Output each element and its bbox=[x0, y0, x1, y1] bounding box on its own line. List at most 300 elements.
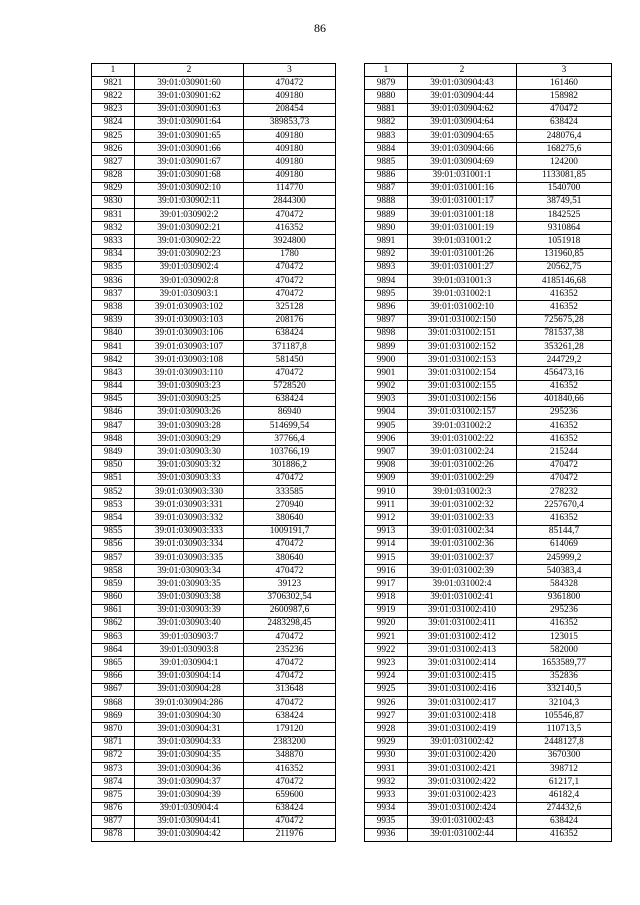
table-row bbox=[365, 499, 612, 512]
value-cell: 2600987,6 bbox=[244, 604, 336, 617]
row-number-cell: 9886 bbox=[365, 169, 408, 182]
table-row bbox=[365, 129, 612, 142]
table-row bbox=[365, 578, 612, 591]
cadastral-number-cell: 39:01:030903:103 bbox=[135, 314, 244, 327]
value-cell: 416352 bbox=[244, 762, 336, 775]
value-cell: 470472 bbox=[244, 697, 336, 710]
value-cell: 353261,28 bbox=[517, 340, 612, 353]
cadastral-number-cell: 39:01:030902:11 bbox=[135, 195, 244, 208]
row-number-cell: 9910 bbox=[365, 486, 408, 499]
cadastral-number-cell: 39:01:031002:418 bbox=[408, 710, 517, 723]
row-number-cell: 9836 bbox=[92, 275, 135, 288]
value-cell: 470472 bbox=[244, 275, 336, 288]
row-number-cell: 9894 bbox=[365, 275, 408, 288]
table-row bbox=[365, 103, 612, 116]
table-row bbox=[92, 499, 336, 512]
cadastral-number-cell: 39:01:030903:335 bbox=[135, 551, 244, 564]
table-row bbox=[92, 340, 336, 353]
row-number-cell: 9829 bbox=[92, 182, 135, 195]
row-number-cell: 9850 bbox=[92, 459, 135, 472]
table-row bbox=[365, 828, 612, 841]
value-cell: 470472 bbox=[244, 657, 336, 670]
value-cell: 470472 bbox=[244, 209, 336, 222]
value-cell: 389853,73 bbox=[244, 116, 336, 129]
value-cell: 37766,4 bbox=[244, 433, 336, 446]
table-row bbox=[365, 657, 612, 670]
table-row bbox=[365, 538, 612, 551]
row-number-cell: 9888 bbox=[365, 195, 408, 208]
cadastral-number-cell: 39:01:030903:334 bbox=[135, 538, 244, 551]
cadastral-number-cell: 39:01:031002:151 bbox=[408, 327, 517, 340]
value-cell: 123015 bbox=[517, 631, 612, 644]
row-number-cell: 9883 bbox=[365, 129, 408, 142]
value-cell: 470472 bbox=[244, 565, 336, 578]
table-row bbox=[92, 789, 336, 802]
row-number-cell: 9869 bbox=[92, 710, 135, 723]
column-header: 2 bbox=[408, 64, 517, 77]
row-number-cell: 9859 bbox=[92, 578, 135, 591]
row-number-cell: 9895 bbox=[365, 288, 408, 301]
cadastral-number-cell: 39:01:030903:28 bbox=[135, 420, 244, 433]
row-number-cell: 9879 bbox=[365, 77, 408, 90]
table-row bbox=[92, 815, 336, 828]
value-cell: 470472 bbox=[244, 367, 336, 380]
value-cell: 380640 bbox=[244, 512, 336, 525]
table-row bbox=[92, 538, 336, 551]
cadastral-number-cell: 39:01:030902:8 bbox=[135, 275, 244, 288]
value-cell: 248076,4 bbox=[517, 129, 612, 142]
cadastral-number-cell: 39:01:031002:26 bbox=[408, 459, 517, 472]
table-row bbox=[92, 565, 336, 578]
value-cell: 638424 bbox=[244, 802, 336, 815]
cadastral-number-cell: 39:01:030904:69 bbox=[408, 156, 517, 169]
table-row bbox=[365, 182, 612, 195]
table-row bbox=[365, 670, 612, 683]
row-number-cell: 9874 bbox=[92, 776, 135, 789]
cadastral-number-cell: 39:01:030903:108 bbox=[135, 354, 244, 367]
value-cell: 61217,1 bbox=[517, 776, 612, 789]
table-row bbox=[92, 235, 336, 248]
table-row bbox=[92, 116, 336, 129]
cadastral-number-cell: 39:01:030904:44 bbox=[408, 90, 517, 103]
value-cell: 409180 bbox=[244, 90, 336, 103]
row-number-cell: 9855 bbox=[92, 525, 135, 538]
table-row bbox=[92, 472, 336, 485]
cadastral-number-cell: 39:01:030904:14 bbox=[135, 670, 244, 683]
value-cell: 295236 bbox=[517, 406, 612, 419]
value-cell: 584328 bbox=[517, 578, 612, 591]
table-row bbox=[92, 710, 336, 723]
value-cell: 313648 bbox=[244, 683, 336, 696]
row-number-cell: 9871 bbox=[92, 736, 135, 749]
value-cell: 582000 bbox=[517, 644, 612, 657]
cadastral-number-cell: 39:01:031001:26 bbox=[408, 248, 517, 261]
row-number-cell: 9920 bbox=[365, 617, 408, 630]
value-cell: 9310864 bbox=[517, 222, 612, 235]
cadastral-number-cell: 39:01:030903:102 bbox=[135, 301, 244, 314]
row-number-cell: 9843 bbox=[92, 367, 135, 380]
table-row bbox=[92, 591, 336, 604]
table-row bbox=[365, 288, 612, 301]
cadastral-number-cell: 39:01:031002:411 bbox=[408, 617, 517, 630]
cadastral-number-cell: 39:01:030904:33 bbox=[135, 736, 244, 749]
table-row bbox=[92, 248, 336, 261]
value-cell: 409180 bbox=[244, 143, 336, 156]
cadastral-number-cell: 39:01:031002:37 bbox=[408, 551, 517, 564]
table-row bbox=[365, 116, 612, 129]
cadastral-number-cell: 39:01:031002:4 bbox=[408, 578, 517, 591]
table-row bbox=[92, 420, 336, 433]
cadastral-number-cell: 39:01:030903:39 bbox=[135, 604, 244, 617]
row-number-cell: 9901 bbox=[365, 367, 408, 380]
row-number-cell: 9863 bbox=[92, 631, 135, 644]
cadastral-number-cell: 39:01:030903:30 bbox=[135, 446, 244, 459]
cadastral-number-cell: 39:01:031001:27 bbox=[408, 261, 517, 274]
table-row bbox=[92, 657, 336, 670]
cadastral-number-cell: 39:01:030901:66 bbox=[135, 143, 244, 156]
cadastral-number-cell: 39:01:030903:333 bbox=[135, 525, 244, 538]
cadastral-number-cell: 39:01:030903:330 bbox=[135, 486, 244, 499]
table-row bbox=[365, 644, 612, 657]
cadastral-number-cell: 39:01:030903:8 bbox=[135, 644, 244, 657]
value-cell: 409180 bbox=[244, 156, 336, 169]
row-number-cell: 9897 bbox=[365, 314, 408, 327]
row-number-cell: 9929 bbox=[365, 736, 408, 749]
cadastral-number-cell: 39:01:031002:34 bbox=[408, 525, 517, 538]
value-cell: 470472 bbox=[244, 815, 336, 828]
table-row bbox=[92, 90, 336, 103]
table-row bbox=[92, 393, 336, 406]
cadastral-number-cell: 39:01:030903:34 bbox=[135, 565, 244, 578]
table-row bbox=[365, 762, 612, 775]
table-row bbox=[365, 617, 612, 630]
cadastral-number-cell: 39:01:030904:28 bbox=[135, 683, 244, 696]
row-number-cell: 9896 bbox=[365, 301, 408, 314]
cadastral-number-cell: 39:01:030901:68 bbox=[135, 169, 244, 182]
cadastral-number-cell: 39:01:031001:16 bbox=[408, 182, 517, 195]
cadastral-number-cell: 39:01:030901:62 bbox=[135, 90, 244, 103]
row-number-cell: 9867 bbox=[92, 683, 135, 696]
value-cell: 114770 bbox=[244, 182, 336, 195]
value-cell: 514699,54 bbox=[244, 420, 336, 433]
value-cell: 244729,2 bbox=[517, 354, 612, 367]
cadastral-number-cell: 39:01:030903:26 bbox=[135, 406, 244, 419]
data-table-right bbox=[364, 63, 612, 842]
table-row bbox=[365, 512, 612, 525]
table-row bbox=[365, 248, 612, 261]
table-row bbox=[92, 486, 336, 499]
value-cell: 32104,3 bbox=[517, 697, 612, 710]
row-number-cell: 9827 bbox=[92, 156, 135, 169]
cadastral-number-cell: 39:01:030904:43 bbox=[408, 77, 517, 90]
table-row bbox=[92, 169, 336, 182]
cadastral-number-cell: 39:01:030903:38 bbox=[135, 591, 244, 604]
cadastral-number-cell: 39:01:031002:421 bbox=[408, 762, 517, 775]
row-number-cell: 9825 bbox=[92, 129, 135, 142]
row-number-cell: 9872 bbox=[92, 749, 135, 762]
cadastral-number-cell: 39:01:031002:22 bbox=[408, 433, 517, 446]
row-number-cell: 9838 bbox=[92, 301, 135, 314]
cadastral-number-cell: 39:01:031002:155 bbox=[408, 380, 517, 393]
value-cell: 1842525 bbox=[517, 209, 612, 222]
table-row bbox=[365, 710, 612, 723]
cadastral-number-cell: 39:01:031002:42 bbox=[408, 736, 517, 749]
value-cell: 470472 bbox=[244, 472, 336, 485]
row-number-cell: 9864 bbox=[92, 644, 135, 657]
value-cell: 659600 bbox=[244, 789, 336, 802]
value-cell: 614069 bbox=[517, 538, 612, 551]
cadastral-number-cell: 39:01:031002:1 bbox=[408, 288, 517, 301]
value-cell: 5728520 bbox=[244, 380, 336, 393]
row-number-cell: 9841 bbox=[92, 340, 135, 353]
table-row bbox=[365, 209, 612, 222]
data-table-left bbox=[91, 63, 336, 842]
row-number-cell: 9828 bbox=[92, 169, 135, 182]
value-cell: 456473,16 bbox=[517, 367, 612, 380]
value-cell: 470472 bbox=[244, 670, 336, 683]
row-number-cell: 9848 bbox=[92, 433, 135, 446]
table-row bbox=[365, 143, 612, 156]
table-row bbox=[92, 301, 336, 314]
value-cell: 416352 bbox=[517, 512, 612, 525]
table-row bbox=[92, 77, 336, 90]
table-row bbox=[92, 129, 336, 142]
row-number-cell: 9846 bbox=[92, 406, 135, 419]
cadastral-number-cell: 39:01:030901:65 bbox=[135, 129, 244, 142]
row-number-cell: 9858 bbox=[92, 565, 135, 578]
cadastral-number-cell: 39:01:030903:32 bbox=[135, 459, 244, 472]
table-row bbox=[92, 828, 336, 841]
value-cell: 211976 bbox=[244, 828, 336, 841]
cadastral-number-cell: 39:01:030904:66 bbox=[408, 143, 517, 156]
row-number-cell: 9911 bbox=[365, 499, 408, 512]
value-cell: 1780 bbox=[244, 248, 336, 261]
cadastral-number-cell: 39:01:030904:36 bbox=[135, 762, 244, 775]
row-number-cell: 9822 bbox=[92, 90, 135, 103]
value-cell: 110713,5 bbox=[517, 723, 612, 736]
row-number-cell: 9931 bbox=[365, 762, 408, 775]
row-number-cell: 9866 bbox=[92, 670, 135, 683]
row-number-cell: 9824 bbox=[92, 116, 135, 129]
row-number-cell: 9882 bbox=[365, 116, 408, 129]
row-number-cell: 9823 bbox=[92, 103, 135, 116]
table-row bbox=[365, 789, 612, 802]
cadastral-number-cell: 39:01:030903:331 bbox=[135, 499, 244, 512]
row-number-cell: 9916 bbox=[365, 565, 408, 578]
cadastral-number-cell: 39:01:031001:3 bbox=[408, 275, 517, 288]
value-cell: 540383,4 bbox=[517, 565, 612, 578]
value-cell: 416352 bbox=[517, 433, 612, 446]
cadastral-number-cell: 39:01:031002:157 bbox=[408, 406, 517, 419]
value-cell: 638424 bbox=[244, 710, 336, 723]
value-cell: 416352 bbox=[517, 420, 612, 433]
row-number-cell: 9922 bbox=[365, 644, 408, 657]
cadastral-number-cell: 39:01:031002:152 bbox=[408, 340, 517, 353]
value-cell: 270940 bbox=[244, 499, 336, 512]
table-row bbox=[92, 275, 336, 288]
cadastral-number-cell: 39:01:030904:65 bbox=[408, 129, 517, 142]
row-number-cell: 9885 bbox=[365, 156, 408, 169]
cadastral-number-cell: 39:01:031002:3 bbox=[408, 486, 517, 499]
value-cell: 161460 bbox=[517, 77, 612, 90]
cadastral-number-cell: 39:01:030904:4 bbox=[135, 802, 244, 815]
cadastral-number-cell: 39:01:030904:62 bbox=[408, 103, 517, 116]
row-number-cell: 9835 bbox=[92, 261, 135, 274]
row-number-cell: 9845 bbox=[92, 393, 135, 406]
value-cell: 470472 bbox=[244, 538, 336, 551]
cadastral-number-cell: 39:01:031001:18 bbox=[408, 209, 517, 222]
table-row bbox=[365, 776, 612, 789]
value-cell: 2483298,45 bbox=[244, 617, 336, 630]
cadastral-number-cell: 39:01:030901:63 bbox=[135, 103, 244, 116]
table-row bbox=[365, 736, 612, 749]
table-row bbox=[92, 288, 336, 301]
row-number-cell: 9900 bbox=[365, 354, 408, 367]
cadastral-number-cell: 39:01:031002:24 bbox=[408, 446, 517, 459]
row-number-cell: 9935 bbox=[365, 815, 408, 828]
cadastral-number-cell: 39:01:030903:35 bbox=[135, 578, 244, 591]
value-cell: 470472 bbox=[517, 103, 612, 116]
row-number-cell: 9898 bbox=[365, 327, 408, 340]
value-cell: 235236 bbox=[244, 644, 336, 657]
cadastral-number-cell: 39:01:030903:107 bbox=[135, 340, 244, 353]
table-row bbox=[365, 380, 612, 393]
table-row bbox=[365, 420, 612, 433]
row-number-cell: 9870 bbox=[92, 723, 135, 736]
value-cell: 416352 bbox=[517, 288, 612, 301]
row-number-cell: 9834 bbox=[92, 248, 135, 261]
row-number-cell: 9932 bbox=[365, 776, 408, 789]
table-row bbox=[92, 683, 336, 696]
row-number-cell: 9927 bbox=[365, 710, 408, 723]
row-number-cell: 9832 bbox=[92, 222, 135, 235]
table-row bbox=[365, 749, 612, 762]
cadastral-number-cell: 39:01:031002:36 bbox=[408, 538, 517, 551]
cadastral-number-cell: 39:01:031002:414 bbox=[408, 657, 517, 670]
value-cell: 1540700 bbox=[517, 182, 612, 195]
row-number-cell: 9917 bbox=[365, 578, 408, 591]
table-row bbox=[365, 723, 612, 736]
row-number-cell: 9889 bbox=[365, 209, 408, 222]
table-row bbox=[365, 565, 612, 578]
table-row bbox=[92, 406, 336, 419]
table-row bbox=[92, 604, 336, 617]
value-cell: 352836 bbox=[517, 670, 612, 683]
value-cell: 168275,6 bbox=[517, 143, 612, 156]
cadastral-number-cell: 39:01:031002:424 bbox=[408, 802, 517, 815]
value-cell: 105546,87 bbox=[517, 710, 612, 723]
row-number-cell: 9831 bbox=[92, 209, 135, 222]
cadastral-number-cell: 39:01:031002:32 bbox=[408, 499, 517, 512]
row-number-cell: 9833 bbox=[92, 235, 135, 248]
value-cell: 9361800 bbox=[517, 591, 612, 604]
cadastral-number-cell: 39:01:031002:415 bbox=[408, 670, 517, 683]
row-number-cell: 9837 bbox=[92, 288, 135, 301]
value-cell: 416352 bbox=[517, 617, 612, 630]
table-row bbox=[92, 446, 336, 459]
cadastral-number-cell: 39:01:030904:41 bbox=[135, 815, 244, 828]
value-cell: 416352 bbox=[517, 380, 612, 393]
value-cell: 103766,19 bbox=[244, 446, 336, 459]
row-number-cell: 9844 bbox=[92, 380, 135, 393]
row-number-cell: 9923 bbox=[365, 657, 408, 670]
cadastral-number-cell: 39:01:030903:106 bbox=[135, 327, 244, 340]
value-cell: 1653589,77 bbox=[517, 657, 612, 670]
column-header: 1 bbox=[92, 64, 135, 77]
cadastral-number-cell: 39:01:031002:412 bbox=[408, 631, 517, 644]
value-cell: 278232 bbox=[517, 486, 612, 499]
column-header: 3 bbox=[244, 64, 336, 77]
cadastral-number-cell: 39:01:031002:44 bbox=[408, 828, 517, 841]
value-cell: 208454 bbox=[244, 103, 336, 116]
row-number-cell: 9821 bbox=[92, 77, 135, 90]
value-cell: 470472 bbox=[517, 459, 612, 472]
row-number-cell: 9852 bbox=[92, 486, 135, 499]
value-cell: 638424 bbox=[244, 393, 336, 406]
table-row bbox=[92, 762, 336, 775]
row-number-cell: 9842 bbox=[92, 354, 135, 367]
table-row bbox=[92, 578, 336, 591]
cadastral-number-cell: 39:01:031002:2 bbox=[408, 420, 517, 433]
row-number-cell: 9925 bbox=[365, 683, 408, 696]
value-cell: 158982 bbox=[517, 90, 612, 103]
cadastral-number-cell: 39:01:030904:31 bbox=[135, 723, 244, 736]
row-number-cell: 9862 bbox=[92, 617, 135, 630]
value-cell: 416352 bbox=[517, 301, 612, 314]
value-cell: 638424 bbox=[244, 327, 336, 340]
cadastral-number-cell: 39:01:031002:39 bbox=[408, 565, 517, 578]
value-cell: 85144,7 bbox=[517, 525, 612, 538]
table-row bbox=[365, 406, 612, 419]
cadastral-number-cell: 39:01:031001:1 bbox=[408, 169, 517, 182]
value-cell: 46182,4 bbox=[517, 789, 612, 802]
cadastral-number-cell: 39:01:030903:7 bbox=[135, 631, 244, 644]
table-row bbox=[92, 143, 336, 156]
cadastral-number-cell: 39:01:031002:413 bbox=[408, 644, 517, 657]
table-row bbox=[92, 261, 336, 274]
value-cell: 581450 bbox=[244, 354, 336, 367]
cadastral-number-cell: 39:01:030903:40 bbox=[135, 617, 244, 630]
table-row bbox=[365, 697, 612, 710]
table-row bbox=[92, 314, 336, 327]
table-row bbox=[92, 617, 336, 630]
table-row bbox=[365, 156, 612, 169]
row-number-cell: 9893 bbox=[365, 261, 408, 274]
cadastral-number-cell: 39:01:031001:19 bbox=[408, 222, 517, 235]
cadastral-number-cell: 39:01:030903:25 bbox=[135, 393, 244, 406]
cadastral-number-cell: 39:01:030904:30 bbox=[135, 710, 244, 723]
table-row bbox=[365, 393, 612, 406]
value-cell: 470472 bbox=[517, 472, 612, 485]
header-row bbox=[365, 64, 612, 77]
value-cell: 348870 bbox=[244, 749, 336, 762]
cadastral-number-cell: 39:01:030902:22 bbox=[135, 235, 244, 248]
value-cell: 39123 bbox=[244, 578, 336, 591]
table-row bbox=[365, 261, 612, 274]
table-row bbox=[365, 222, 612, 235]
value-cell: 781537,38 bbox=[517, 327, 612, 340]
table-row bbox=[92, 380, 336, 393]
cadastral-number-cell: 39:01:030902:23 bbox=[135, 248, 244, 261]
value-cell: 409180 bbox=[244, 169, 336, 182]
table-row bbox=[365, 367, 612, 380]
row-number-cell: 9853 bbox=[92, 499, 135, 512]
table-row bbox=[365, 433, 612, 446]
cadastral-number-cell: 39:01:030902:4 bbox=[135, 261, 244, 274]
cadastral-number-cell: 39:01:031002:416 bbox=[408, 683, 517, 696]
table-row bbox=[92, 327, 336, 340]
table-row bbox=[92, 723, 336, 736]
